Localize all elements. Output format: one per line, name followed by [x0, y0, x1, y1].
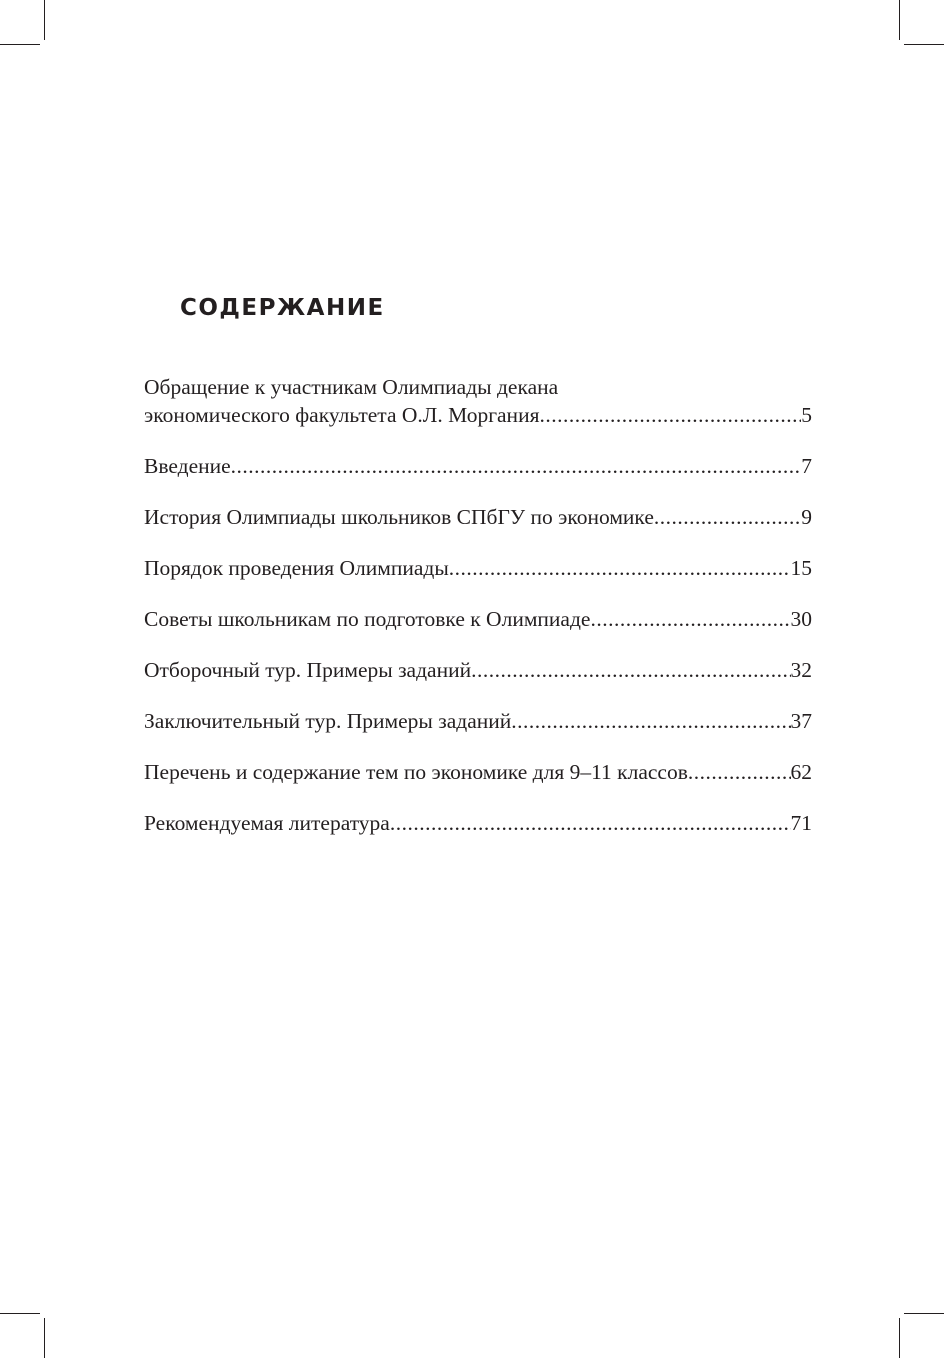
toc-entry-literature	[144, 809, 812, 837]
toc-leader-dots	[390, 809, 791, 837]
toc-entry-row	[144, 554, 812, 582]
toc-entry-text: Перечень и содержание тем по экономике для 9–11 классов	[144, 760, 688, 784]
toc-page-number: 37	[790, 709, 812, 733]
toc-page-number: 7	[801, 454, 812, 478]
crop-mark-top-right-vertical	[899, 0, 900, 40]
toc-entry-row	[144, 809, 812, 837]
toc-entry-row	[144, 401, 812, 429]
toc-entry-row	[144, 452, 812, 480]
toc-entry-procedure	[144, 554, 812, 582]
crop-mark-bottom-left-vertical	[44, 1318, 45, 1358]
toc-entry-row	[144, 758, 812, 786]
toc-entry-topics	[144, 758, 812, 786]
toc-leader-dots	[654, 503, 801, 531]
toc-entry-row	[144, 707, 812, 735]
toc-page-number: 32	[790, 658, 812, 682]
toc-leader-dots	[590, 605, 790, 633]
toc-page-number: 15	[790, 556, 812, 580]
toc-entry-history	[144, 503, 812, 531]
toc-entry-text: Порядок проведения Олимпиады	[144, 556, 449, 580]
toc-leader-dots	[449, 554, 791, 582]
crop-mark-bottom-right-vertical	[899, 1318, 900, 1358]
crop-mark-bottom-right-horizontal	[904, 1313, 944, 1314]
toc-entry-text: Советы школьникам по подготовке к Олимпиаде	[144, 607, 591, 631]
toc-entry-text: История Олимпиады школьников СПбГУ по экономике	[144, 505, 654, 529]
toc-entry-introduction	[144, 452, 812, 480]
toc-entry-row	[144, 656, 812, 684]
toc-leader-dots	[471, 656, 790, 684]
toc-page-number: 71	[790, 811, 812, 835]
toc-leader-dots	[539, 401, 801, 429]
toc-entry-final-round	[144, 707, 812, 735]
toc-entry-text: Рекомендуемая литература	[144, 811, 390, 835]
toc-page-number: 62	[790, 760, 812, 784]
toc-entry-text: Отборочный тур. Примеры заданий	[144, 658, 472, 682]
toc-page-number: 30	[790, 607, 812, 631]
toc-page-number: 5	[801, 403, 812, 427]
toc-entry-text-line1: Обращение к участникам Олимпиады декана	[144, 375, 559, 399]
toc-entry-qualifying-round	[144, 656, 812, 684]
crop-mark-top-right-horizontal	[904, 44, 944, 45]
crop-mark-bottom-left-horizontal	[0, 1313, 40, 1314]
table-of-contents	[144, 373, 812, 860]
toc-entry-advice	[144, 605, 812, 633]
crop-mark-top-left-vertical	[44, 0, 45, 40]
toc-page-number: 9	[801, 505, 812, 529]
toc-entry-row	[144, 605, 812, 633]
toc-leader-dots	[231, 452, 802, 480]
page-title: СОДЕРЖАНИЕ	[180, 295, 385, 321]
toc-leader-dots	[511, 707, 790, 735]
toc-entry-text: Введение	[144, 454, 231, 478]
crop-mark-top-left-horizontal	[0, 44, 40, 45]
toc-entry-row	[144, 503, 812, 531]
toc-entry-text: экономического факультета О.Л. Моргания	[144, 403, 540, 427]
toc-entry-text: Заключительный тур. Примеры заданий	[144, 709, 512, 733]
toc-entry-address	[144, 373, 812, 429]
toc-leader-dots	[688, 758, 791, 786]
